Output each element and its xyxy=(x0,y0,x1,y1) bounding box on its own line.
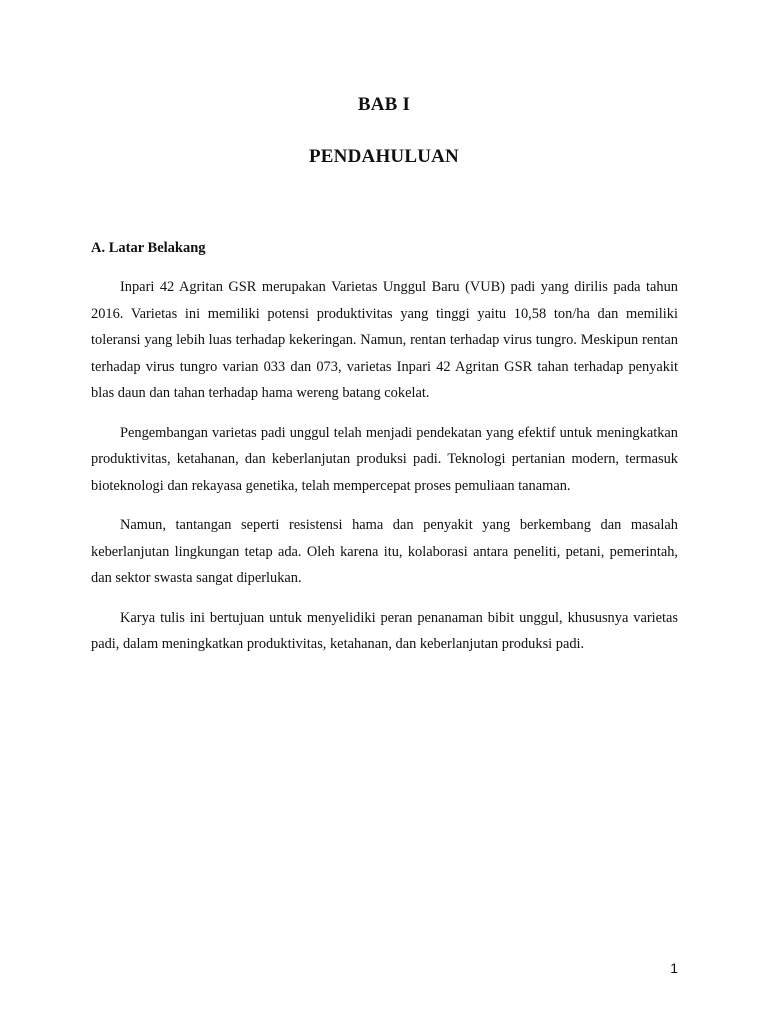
body-text xyxy=(91,274,678,671)
chapter-number: BAB I xyxy=(357,94,411,115)
chapter-title: PENDAHULUAN xyxy=(309,146,459,167)
paragraph-2: Pengembangan varietas padi unggul telah menjadi pendekatan yang efektif untuk meningkatkan produktivitas, ketahanan, dan keberlanjutan produksi padi. Teknologi pertanian modern, termasuk bioteknologi dan rekayasa genetika, telah mempercepat proses pemuliaan tanaman. xyxy=(91,424,678,494)
paragraph-4: Karya tulis ini bertujuan untuk menyelidiki peran penanaman bibit unggul, khususnya varietas padi, dalam meningkatkan produktivitas, ketahanan, dan keberlanjutan produksi padi. xyxy=(91,609,678,652)
paragraph-1: Inpari 42 Agritan GSR merupakan Varietas Unggul Baru (VUB) padi yang dirilis pada tahun 2016. Varietas ini memiliki potensi produktivitas yang tinggi yaitu 10,58 ton/ha dan memiliki toleransi yang lebih luas terhadap kekeringan. Namun, rentan terhadap virus tungro. Meskipun rentan terhadap virus tungro varian 033 dan 073, varietas Inpari 42 Agritan GSR tahan terhadap penyakit blas daun dan tahan terhadap hama wereng batang cokelat. xyxy=(91,279,678,401)
page-number: 1 xyxy=(670,960,678,976)
paragraph-3: Namun, tantangan seperti resistensi hama dan penyakit yang berkembang dan masalah keberlanjutan lingkungan tetap ada. Oleh karena itu, kolaborasi antara peneliti, petani, pemerintah, dan sektor swasta sangat diperlukan. xyxy=(91,517,678,586)
section-heading: A. Latar Belakang xyxy=(91,240,206,256)
